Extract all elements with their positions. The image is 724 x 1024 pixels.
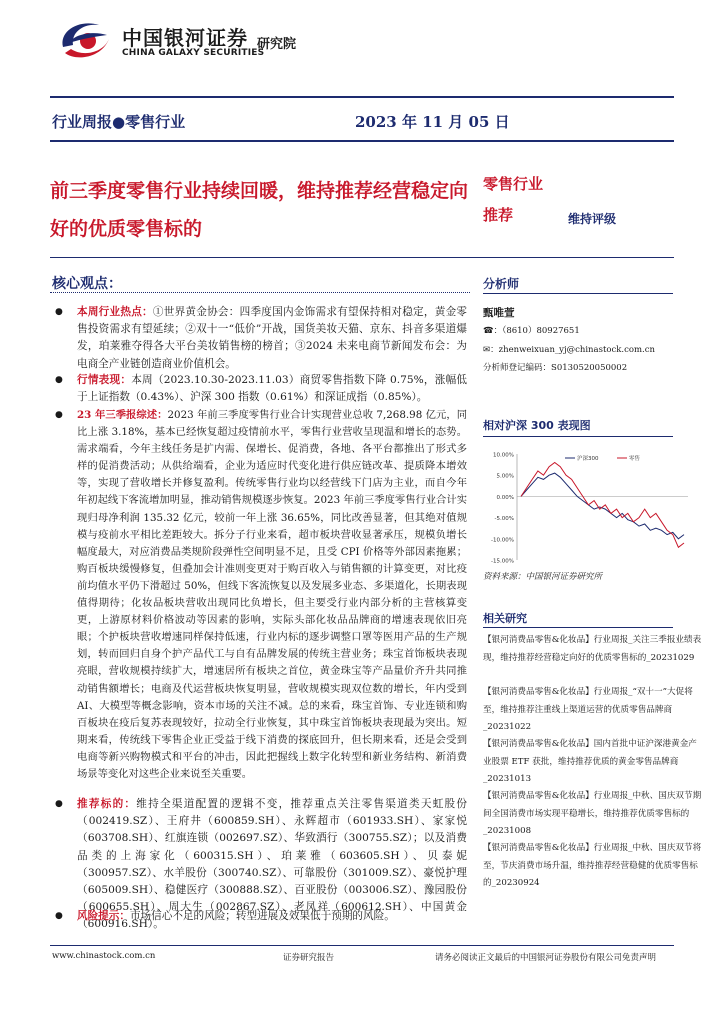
core-item-q3-review xyxy=(55,407,467,783)
footer-disclaimer: 请务必阅读正文最后的中国银河证券股份有限公司免责声明 xyxy=(435,953,657,963)
brand-name-cn: 中国银河证券 xyxy=(122,26,248,50)
related-report-item[interactable]: 【银河消费品零售&化妆品】行业周报_中秋、国庆双节期间全国消费市场实现平稳增长，维持推荐优质零售标的_20231008 xyxy=(483,791,702,836)
series-line-1 xyxy=(521,463,684,548)
analyst-heading: 分析师 xyxy=(483,277,520,291)
core-item-lead: 风险提示： xyxy=(77,910,130,922)
footer-rule xyxy=(50,945,674,946)
analyst-rule xyxy=(483,293,673,294)
legend-label: 零售 xyxy=(629,456,641,462)
related-report-item[interactable]: 【银河消费品零售&化妆品】行业周报_中秋、国庆双节将至，节庆消费市场升温，维持推荐经营稳健的优质零售标的_20230924 xyxy=(483,843,702,888)
bullet-icon: ● xyxy=(55,911,63,921)
footer-website[interactable]: www.chinastock.com.cn xyxy=(52,951,156,961)
analyst-phone: ☎：（8610）80927651 xyxy=(483,326,580,336)
industry-label: 零售行业 xyxy=(483,175,544,193)
related-report-item[interactable]: 【银河消费品零售&化妆品】行业周报_关注三季报业绩表现，维持推荐经营稳定向好的优质零售标的_20231029 xyxy=(483,635,702,663)
relative-performance-chart xyxy=(483,448,693,568)
y-tick-label: -10.00% xyxy=(491,537,514,544)
related-report-item[interactable]: 【银河消费品零售&化妆品】国内首批中证沪深港黄金产业股票 ETF 获批，维持推荐优质的黄金零售品牌商_20231013 xyxy=(483,739,697,784)
y-tick-label: -5.00% xyxy=(494,516,514,523)
y-tick-label: 10.00% xyxy=(493,452,514,459)
analyst-reg-no: 分析师登记编码：S0130520050002 xyxy=(483,363,628,373)
report-date: 2023 年 11 月 05 日 xyxy=(355,113,510,131)
core-divider xyxy=(50,292,470,293)
core-item-lead: 本周行业热点： xyxy=(77,306,153,318)
core-item-risks xyxy=(55,908,467,925)
analyst-email[interactable]: ✉：zhenweixuan_yj@chinastock.com.cn xyxy=(483,345,655,355)
legend-label: 沪深300 xyxy=(577,456,599,462)
footer-center-label: 证券研究报告 xyxy=(283,953,335,963)
y-tick-label: 0.00% xyxy=(496,494,514,501)
core-item-text: 市场信心不足的风险；转型进展及效果低于预期的风险。 xyxy=(129,910,395,922)
report-type: 行业周报●零售行业 xyxy=(52,113,186,131)
related-rule xyxy=(483,627,673,628)
bullet-icon: ● xyxy=(55,410,63,420)
y-tick-label: 5.00% xyxy=(496,473,514,480)
brand-name-en: CHINA GALAXY SECURITIES xyxy=(122,48,265,58)
header-rule-top xyxy=(50,96,674,98)
bullet-icon: ● xyxy=(55,307,63,317)
bullet-icon: ● xyxy=(55,375,63,385)
core-item-lead: 推荐标的： xyxy=(77,798,137,810)
recommendation-label: 推荐 xyxy=(483,206,514,224)
core-item-text: ①世界黄金协会：四季度国内金饰需求有望保持相对稳定，黄金零售投资需求有望延续；②双十一“低价”开战，国货美妆天猫、京东、抖音多渠道爆发，珀莱雅夺得各大平台美妆销售榜的榜首；③2024 未来电商节新闻发布会：为电商全产业链创造商业价值机会。 xyxy=(77,306,468,370)
core-item-lead: 行情表现： xyxy=(77,374,132,386)
galaxy-logo-icon xyxy=(55,17,115,65)
core-item-hotspots xyxy=(55,304,467,373)
analyst-name: 甄唯萱 xyxy=(483,307,515,319)
report-title: 前三季度零售行业持续回暖，维持推荐经营稳定向好的优质零售标的 xyxy=(50,180,469,240)
core-item-text: 维持全渠道配置的逻辑不变，推荐重点关注零售渠道类天虹股份（002419.SZ）、王府井（600859.SH）、永辉超市（601933.SH）、家家悦（603708.SH）、红旗连锁（002697.SZ）、华致酒行（300755.SZ）；以及消费品类的上海家化（600315.SH）、珀莱雅（603605.SH）、贝泰妮（300957.SZ）、水羊股份（300740.SZ）、可靠股份（301009.SZ）、豪悦护理（605009.SH）、稳健医疗（300888.SZ）、百亚股份（003006.SZ）、豫园股份（600655.SH）、周大生（002867.SZ）、老凤祥（600612.SH）、中国黄金（600916.SH）。 xyxy=(77,798,468,931)
core-item-text: 2023 年前三季度零售行业合计实现营业总收 7,268.98 亿元，同比上涨 3.18%，基本已经恢复超过疫情前水平，零售行业营收呈现温和增长的态势。需求端看，今年主线任务是扩内需、保增长、促消费，各地、各平台都推出了形式多样的促消费活动；从供给端看，企业为适应时代变化进行供应链改革、提质降本增效等，实现了营收增长并修复盈利。传统零售行业均以经营线下门店为主业，而自今年年初起线下客流增加明显，推动销售规模逐步恢复。2023 年前三季度零售行业合计实现归母净利润 135.32 亿元，较前一年上涨 36.65%，同比改善显著，但其绝对值规模与疫前水平相比差距较大。拆分子行业来看，超市板块营收显著承压，规模负增长幅度最大，对应消费品类规阶段弹性空间明显不足，且受 CPI 价格等外部因素拖累；购百板块缓慢修复，但叠加会计准则变更对于购百收入与销售额的计算变更，对比疫前均值水平仍下滑超过 50%，但线下客流恢复以及发展多业态、多渠道化，长期表现值得期待；化妆品板块营收出现同比负增长，但主要受行业内部分析的主营核算变更，上游原材料价格波动等因素的影响，实际头部化妆品品牌商的增速表现依旧亮眼；个护板块营收增速同样保持低速，行业内标的逐步调整口罩等医用产品的生产规划，转而回归自身个护产品代工与自有品牌发展的传统主营业务；珠宝首饰板块表现亮眼，营收规模持续扩大，增速居所有板块之首位，黄金珠宝等产品量价齐升共同推动销售额增长；电商及代运营板块恢复明显，营收规模实现双位数的增长，年内受到 AI、大模型等概念影响，资本市场的关注不减。总的来看，珠宝首饰、专业连锁和购百板块在疫后复苏表现较好，拉动全行业恢复，其中珠宝首饰板块表现最为突出。短期来看，传统线下零售企业正受益于线下消费的探底回升，但长期来看，还是会受到电商等新兴购物模式和平台的冲击，因此把握线上数字化转型和新业务结构、新消费场景等变化对这些企业来说至关重要。 xyxy=(77,409,467,780)
bullet-icon: ● xyxy=(55,799,63,809)
header-rule-bottom xyxy=(50,140,674,142)
core-item-text: 本周（2023.10.30-2023.11.03）商贸零售指数下降 0.75%，涨幅低于上证指数（0.43%）、沪深 300 指数（0.61%）和深证成指（0.85%）。 xyxy=(77,374,468,404)
chart-rule xyxy=(483,436,673,437)
brand-institute: 研究院 xyxy=(257,37,297,52)
chart-title: 相对沪深 300 表现图 xyxy=(483,419,591,432)
series-line-0 xyxy=(521,473,684,539)
rating-label: 维持评级 xyxy=(568,212,617,226)
core-item-market xyxy=(55,372,467,406)
related-research-heading: 相关研究 xyxy=(483,612,527,625)
title-rule xyxy=(50,257,674,258)
core-views-heading: 核心观点： xyxy=(52,276,122,292)
y-tick-label: -15.00% xyxy=(491,558,514,565)
core-item-lead: 23 年三季报综述： xyxy=(77,409,168,421)
chart-source: 资料来源：中国银河证券研究所 xyxy=(483,572,603,582)
related-report-item[interactable]: 【银河消费品零售&化妆品】行业周报_“双十一”大促将至，维持推荐注重线上渠道运营的优质零售品牌商_20231022 xyxy=(483,687,693,732)
